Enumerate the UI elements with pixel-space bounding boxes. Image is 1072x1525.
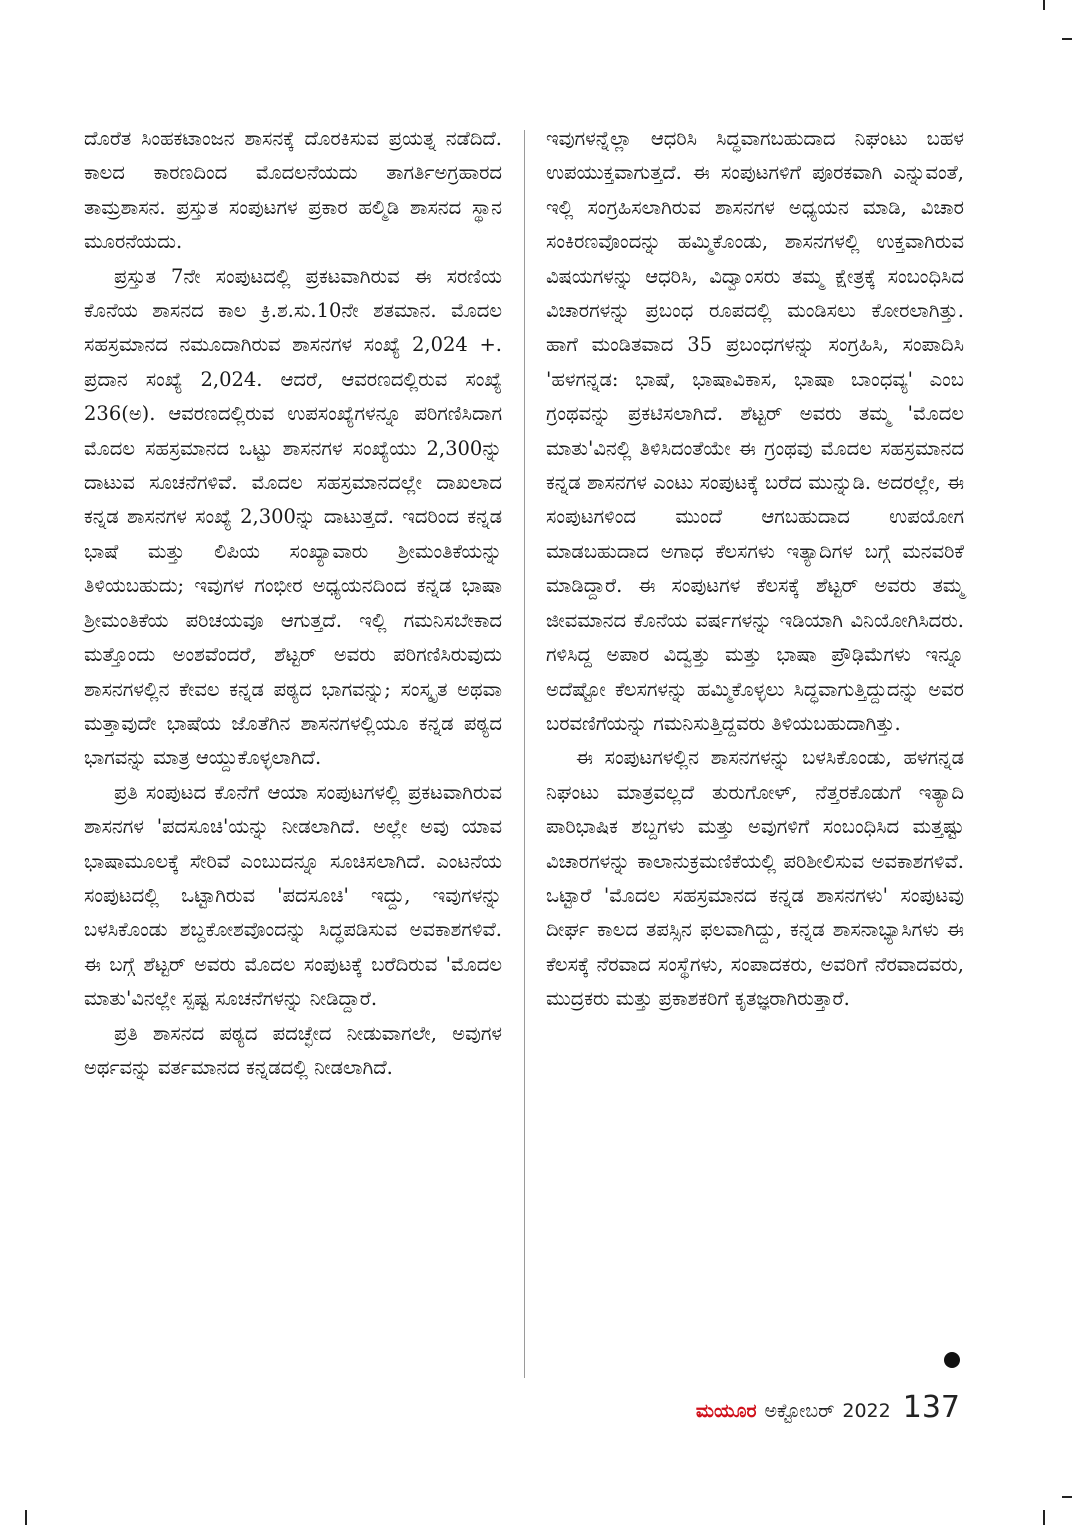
paragraph: ಇವುಗಳನ್ನೆಲ್ಲಾ ಆಧರಿಸಿ ಸಿದ್ಧವಾಗಬಹುದಾದ ನಿಘಂಟು ಬಹಳ ಉಪಯುಕ್ತವಾಗುತ್ತದೆ. ಈ ಸಂಪುಟಗಳಿಗೆ ಪೂರಕವಾಗಿ ಎನ್ನುವಂತೆ, ಇಲ್ಲಿ ಸಂಗ್ರಹಿಸಲಾಗಿರುವ ಶಾಸನಗಳ ಅಧ್ಯಯನ ಮಾಡಿ, ವಿಚಾರ ಸಂಕಿರಣವೊಂದನ್ನು ಹಮ್ಮಿಕೊಂಡು, ಶಾಸನಗಳಲ್ಲಿ ಉಕ್ತವಾಗಿರುವ ವಿಷಯಗಳನ್ನು ಆಧರಿಸಿ, ವಿದ್ವಾಂಸರು ತಮ್ಮ ಕ್ಷೇತ್ರಕ್ಕೆ ಸಂಬಂಧಿಸಿದ ವಿಚಾರಗಳನ್ನು ಪ್ರಬಂಧ ರೂಪದಲ್ಲಿ ಮಂಡಿಸಲು ಕೋರಲಾಗಿತ್ತು. ಹಾಗೆ ಮಂಡಿತವಾದ 35 ಪ್ರಬಂಧಗಳನ್ನು ಸಂಗ್ರಹಿಸಿ, ಸಂಪಾದಿಸಿ 'ಹಳಗನ್ನಡ: ಭಾಷೆ, ಭಾಷಾವಿಕಾಸ, ಭಾಷಾ ಬಾಂಧವ್ಯ' ಎಂಬ ಗ್ರಂಥವನ್ನು ಪ್ರಕಟಿಸಲಾಗಿದೆ. ಶೆಟ್ಟರ್ ಅವರು ತಮ್ಮ 'ಮೊದಲ ಮಾತು'ವಿನಲ್ಲಿ ತಿಳಿಸಿದಂತೆಯೇ ಈ ಗ್ರಂಥವು ಮೊದಲ ಸಹಸ್ರಮಾನದ ಕನ್ನಡ ಶಾಸನಗಳ ಎಂಟು ಸಂಪುಟಕ್ಕೆ ಬರೆದ ಮುನ್ನುಡಿ. ಅದರಲ್ಲೇ, ಈ ಸಂಪುಟಗಳಿಂದ ಮುಂದೆ ಆಗಬಹುದಾದ ಉಪಯೋಗ ಮಾಡಬಹುದಾದ ಅಗಾಧ ಕೆಲಸಗಳು ಇತ್ಯಾದಿಗಳ ಬಗ್ಗೆ ಮನವರಿಕೆ ಮಾಡಿದ್ದಾರೆ. ಈ ಸಂಪುಟಗಳ ಕೆಲಸಕ್ಕೆ ಶೆಟ್ಟರ್ ಅವರು ತಮ್ಮ ಜೀವಮಾನದ ಕೊನೆಯ ವರ್ಷಗಳನ್ನು ಇಡಿಯಾಗಿ ವಿನಿಯೋಗಿಸಿದರು. ಗಳಿಸಿದ್ದ ಅಪಾರ ವಿದ್ವತ್ತು ಮತ್ತು ಭಾಷಾ ಪ್ರೌಢಿಮೆಗಳು ಇನ್ನೂ ಅದೆಷ್ಟೋ ಕೆಲಸಗಳನ್ನು ಹಮ್ಮಿಕೊಳ್ಳಲು ಸಿದ್ಧವಾಗುತ್ತಿದ್ದುದನ್ನು ಅವರ ಬರವಣಿಗೆಯನ್ನು ಗಮನಿಸುತ್ತಿದ್ದವರು ತಿಳಿಯಬಹುದಾಗಿತ್ತು.	[546, 127, 964, 735]
magazine-name: ಮಯೂರ	[695, 1400, 757, 1422]
column-divider	[524, 130, 525, 1378]
page-footer	[696, 1390, 960, 1425]
crop-mark-top-right-horizontal	[1062, 38, 1072, 40]
page-number: 137	[902, 1390, 960, 1425]
paragraph: ಈ ಸಂಪುಟಗಳಲ್ಲಿನ ಶಾಸನಗಳನ್ನು ಬಳಸಿಕೊಂಡು, ಹಳಗನ್ನಡ ನಿಘಂಟು ಮಾತ್ರವಲ್ಲದೆ ತುರುಗೋಳ್, ನೆತ್ತರಕೊಡುಗೆ ಇತ್ಯಾದಿ ಪಾರಿಭಾಷಿಕ ಶಬ್ದಗಳು ಮತ್ತು ಅವುಗಳಿಗೆ ಸಂಬಂಧಿಸಿದ ಮತ್ತಷ್ಟು ವಿಚಾರಗಳನ್ನು ಕಾಲಾನುಕ್ರಮಣಿಕೆಯಲ್ಲಿ ಪರಿಶೀಲಿಸುವ ಅವಕಾಶಗಳಿವೆ. ಒಟ್ಟಾರೆ 'ಮೊದಲ ಸಹಸ್ರಮಾನದ ಕನ್ನಡ ಶಾಸನಗಳು' ಸಂಪುಟವು ದೀರ್ಘ ಕಾಲದ ತಪಸ್ಸಿನ ಫಲವಾಗಿದ್ದು, ಕನ್ನಡ ಶಾಸನಾಭ್ಯಾಸಿಗಳು ಈ ಕೆಲಸಕ್ಕೆ ನೆರವಾದ ಸಂಸ್ಥೆಗಳು, ಸಂಪಾದಕರು, ಅವರಿಗೆ ನೆರವಾದವರು, ಮುದ್ರಕರು ಮತ್ತು ಪ್ರಕಾಶಕರಿಗೆ ಕೃತಜ್ಞರಾಗಿರುತ್ತಾರೆ.	[546, 746, 964, 1011]
crop-mark-bottom-left-vertical	[25, 1510, 27, 1525]
crop-mark-bottom-right-horizontal	[1062, 1496, 1072, 1498]
left-column	[84, 122, 502, 1085]
paragraph: ಪ್ರತಿ ಶಾಸನದ ಪಠ್ಯದ ಪದಚ್ಛೇದ ನೀಡುವಾಗಲೇ, ಅವುಗಳ ಅರ್ಥವನ್ನು ವರ್ತಮಾನದ ಕನ್ನಡದಲ್ಲಿ ನೀಡಲಾಗಿದೆ.	[84, 1021, 502, 1079]
issue-year: 2022	[842, 1400, 891, 1422]
issue-month: ಅಕ್ಟೋಬರ್	[764, 1400, 835, 1422]
paragraph: ಪ್ರತಿ ಸಂಪುಟದ ಕೊನೆಗೆ ಆಯಾ ಸಂಪುಟಗಳಲ್ಲಿ ಪ್ರಕಟವಾಗಿರುವ ಶಾಸನಗಳ 'ಪದಸೂಚಿ'ಯನ್ನು ನೀಡಲಾಗಿದೆ. ಅಲ್ಲೇ ಅವು ಯಾವ ಭಾಷಾಮೂಲಕ್ಕೆ ಸೇರಿವೆ ಎಂಬುದನ್ನೂ ಸೂಚಿಸಲಾಗಿದೆ. ಎಂಟನೆಯ ಸಂಪುಟದಲ್ಲಿ ಒಟ್ಟಾಗಿರುವ 'ಪದಸೂಚಿ' ಇದ್ದು, ಇವುಗಳನ್ನು ಬಳಸಿಕೊಂಡು ಶಬ್ದಕೋಶವೊಂದನ್ನು ಸಿದ್ಧಪಡಿಸುವ ಅವಕಾಶಗಳಿವೆ. ಈ ಬಗ್ಗೆ ಶೆಟ್ಟರ್ ಅವರು ಮೊದಲ ಸಂಪುಟಕ್ಕೆ ಬರೆದಿರುವ 'ಮೊದಲ ಮಾತು'ವಿನಲ್ಲೇ ಸ್ಪಷ್ಟ ಸೂಚನೆಗಳನ್ನು ನೀಡಿದ್ದಾರೆ.	[84, 780, 502, 1011]
paragraph: ಪ್ರಸ್ತುತ 7ನೇ ಸಂಪುಟದಲ್ಲಿ ಪ್ರಕಟವಾಗಿರುವ ಈ ಸರಣಿಯ ಕೊನೆಯ ಶಾಸನದ ಕಾಲ ಕ್ರಿ.ಶ.ಸು.10ನೇ ಶತಮಾನ. ಮೊದಲ ಸಹಸ್ರಮಾನದ ನಮೂದಾಗಿರುವ ಶಾಸನಗಳ ಸಂಖ್ಯೆ 2,024 +. ಪ್ರದಾನ ಸಂಖ್ಯೆ 2,024. ಆದರೆ, ಆವರಣದಲ್ಲಿರುವ ಸಂಖ್ಯೆ 236(ಅ). ಆವರಣದಲ್ಲಿರುವ ಉಪಸಂಖ್ಯೆಗಳನ್ನೂ ಪರಿಗಣಿಸಿದಾಗ ಮೊದಲ ಸಹಸ್ರಮಾನದ ಒಟ್ಟು ಶಾಸನಗಳ ಸಂಖ್ಯೆಯು 2,300ನ್ನು ದಾಟುವ ಸೂಚನೆಗಳಿವೆ. ಮೊದಲ ಸಹಸ್ರಮಾನದಲ್ಲೇ ದಾಖಲಾದ ಕನ್ನಡ ಶಾಸನಗಳ ಸಂಖ್ಯೆ 2,300ನ್ನು ದಾಟುತ್ತದೆ. ಇದರಿಂದ ಕನ್ನಡ ಭಾಷೆ ಮತ್ತು ಲಿಪಿಯ ಸಂಖ್ಯಾವಾರು ಶ್ರೀಮಂತಿಕೆಯನ್ನು ತಿಳಿಯಬಹುದು; ಇವುಗಳ ಗಂಭೀರ ಅಧ್ಯಯನದಿಂದ ಕನ್ನಡ ಭಾಷಾ ಶ್ರೀಮಂತಿಕೆಯ ಪರಿಚಯವೂ ಆಗುತ್ತದೆ. ಇಲ್ಲಿ ಗಮನಿಸಬೇಕಾದ ಮತ್ತೊಂದು ಅಂಶವೆಂದರೆ, ಶೆಟ್ಟರ್ ಅವರು ಪರಿಗಣಿಸಿರುವುದು ಶಾಸನಗಳಲ್ಲಿನ ಕೇವಲ ಕನ್ನಡ ಪಠ್ಯದ ಭಾಗವನ್ನು; ಸಂಸ್ಕೃತ ಅಥವಾ ಮತ್ತಾವುದೇ ಭಾಷೆಯ ಜೊತೆಗಿನ ಶಾಸನಗಳಲ್ಲಿಯೂ ಕನ್ನಡ ಪಠ್ಯದ ಭಾಗವನ್ನು ಮಾತ್ರ ಆಯ್ದುಕೊಳ್ಳಲಾಗಿದೆ.	[84, 264, 502, 770]
paragraph: ದೊರೆತ ಸಿಂಹಕಟಾಂಜನ ಶಾಸನಕ್ಕೆ ದೊರಕಿಸುವ ಪ್ರಯತ್ನ ನಡೆದಿದೆ. ಕಾಲದ ಕಾರಣದಿಂದ ಮೊದಲನೆಯದು ತಾಗರ್ತಿಅಗ್ರಹಾರದ ತಾಮ್ರಶಾಸನ. ಪ್ರಸ್ತುತ ಸಂಪುಟಗಳ ಪ್ರಕಾರ ಹಲ್ಮಿಡಿ ಶಾಸನದ ಸ್ಥಾನ ಮೂರನೆಯದು.	[84, 127, 502, 254]
crop-mark-top-right-vertical	[1043, 0, 1045, 10]
article-end-bullet-icon	[944, 1352, 960, 1368]
article-body	[84, 122, 968, 1382]
crop-mark-bottom-right-vertical	[1043, 1510, 1045, 1525]
right-column	[546, 122, 964, 1017]
